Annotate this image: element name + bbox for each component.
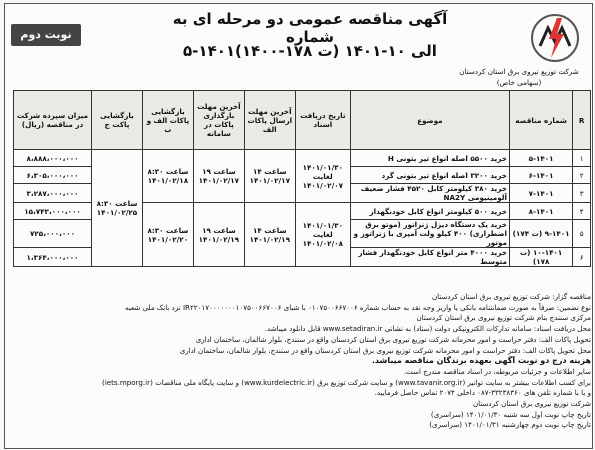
publication-round-badge: نوبت دوم <box>11 24 81 46</box>
col-deposit: میزان سپرده شرکت در مناقصه (ریال) <box>14 91 92 150</box>
contact-sites-line: برای کسب اطلاعات بیشتر به سایت توانیر (www.tavanir.org.ir) و سایت شرکت توزیع برق (www.kurdelectric.ir) و سایت پایگاه ملی مناقصات (iets.mporg.ir) <box>102 377 591 387</box>
deadline-a: ساعت ۱۴ ۱۴۰۱/۰۲/۱۹ <box>244 203 295 267</box>
col-opening-ab: بازگشایی پاکات الف و ب <box>142 91 193 150</box>
opening-ab: ساعت ۸:۳۰ ۱۴۰۱/۰۲/۱۸ <box>142 150 193 203</box>
deposit-amount: ۶،۳۰۵،۰۰۰،۰۰۰ <box>14 167 92 184</box>
tender-number: ۸-۱۴۰۱ <box>509 203 572 220</box>
table-row <box>14 150 591 167</box>
table-header-row <box>14 91 591 150</box>
first-print-date-line: تاریخ چاپ نوبت اول سه شنبه ۱۴۰۱/۰۱/۳۰ (سراسری) <box>430 409 591 419</box>
company-name-block <box>454 66 584 88</box>
delivery-line: تحویل پاکات الف: دفتر حراست و امور محرمانه شرکت توزیع نیروی برق استان کردستان واقع در سنندج، بلوار شالمان، ساختمان اداری <box>195 334 591 344</box>
row-number: ۶ <box>573 248 591 267</box>
second-print-date-line: تاریخ چاپ نوبت دوم چهارشنبه ۱۴۰۱/۰۱/۳۱ (سراسری) <box>429 420 591 430</box>
col-opening-c: بازگشایی پاکت ج <box>92 91 143 150</box>
tender-subject: خرید ۳۲۰۰ اصله انواع تیر بتونی گرد <box>350 167 509 184</box>
contact-phone-line: و یا با شماره تلفن های ۳۳۲۳۸۳۶۰-۰۸۷ داخلی ۲۰۷۴ تماس حاصل فرمایید. <box>374 388 591 398</box>
tender-number-range: ۵-۱۴۰۱الی ۱۰-۱۴۰۱ (ت ۱۷۸-۱۴۰۰) <box>183 42 437 60</box>
opening-c: ساعت ۸:۳۰ ۱۴۰۱/۰۲/۲۵ <box>92 150 143 267</box>
col-deadline-a: آخرین مهلت ارسال پاکات الف <box>244 91 295 150</box>
tender-number: ۷-۱۴۰۱ <box>509 184 572 203</box>
deadline-a: ساعت ۱۴ ۱۴۰۱/۰۲/۱۷ <box>244 150 295 203</box>
tender-subject: خرید ۳۸۰ کیلومتر کابل ۴۵۲۰ فشار ضعیف آلومینیومی NA2Y <box>350 184 509 203</box>
tender-notice <box>4 3 593 449</box>
tender-number: ۶-۱۴۰۱ <box>509 167 572 184</box>
notice-title: آگهی مناقصه عمومی دو مرحله ای به شماره <box>172 10 448 46</box>
document-source-line: محل دریافت اسناد: سامانه تدارکات الکترونیکی دولت (ستاد) به نشانی www.setadiran.ir قابل دانلود میباشد. <box>264 324 591 334</box>
company-name: شرکت توزیع نیروی برق استان کردستان <box>459 67 579 76</box>
col-subject: موضوع <box>350 91 509 150</box>
tender-subject: خرید ۴۰۰۰ متر انواع کابل خودنگهدار فشار متوسط <box>350 248 509 267</box>
upload-deadline: ساعت ۱۹ ۱۴۰۱/۰۲/۱۹ <box>193 203 244 267</box>
row-number: ۳ <box>573 184 591 203</box>
signature-company-line: شرکت توزیع نیروی برق استان کردستان <box>472 399 591 409</box>
tenderer-line: مناقصه گزار: شرکت توزیع نیروی برق استان کردستان <box>431 292 591 301</box>
upload-deadline: ساعت ۱۹ ۱۴۰۱/۰۲/۱۷ <box>193 150 244 203</box>
guarantee-line-2: مرکزی سنندج بنام شرکت توزیع نیروی برق استان کردستان <box>416 313 591 323</box>
row-number: ۲ <box>573 167 591 184</box>
notice-details <box>13 292 591 431</box>
deposit-amount: ۷۲۵،۰۰۰،۰۰۰ <box>14 220 92 248</box>
opening-ab: ساعت ۸:۳۰ ۱۴۰۱/۰۲/۲۰ <box>142 203 193 267</box>
tender-number: ۵-۱۴۰۱ <box>509 150 572 167</box>
col-tender-number: شماره مناقصه <box>509 91 572 150</box>
deposit-amount: ۳،۲۸۷،۰۰۰،۰۰۰ <box>14 184 92 203</box>
delivery-location-line: محل تحویل پاکات الف: دفتر حراست و امور محرمانه شرکت توزیع نیروی برق استان کردستان واقع در سنندج، بلوار شالمان، ساختمان اداری <box>179 345 591 355</box>
other-info-line: سایر اطلاعات و جزئیات مربوطه، در اسناد مناقصه مندرج است. <box>403 366 591 376</box>
row-number: ۴ <box>573 203 591 220</box>
tender-subject: خرید یک دستگاه دیزل ژنراتور (موتو برق اضطراری) ۴۰۰ کیلو ولت آمپری با ژنراتور و موتور <box>350 220 509 248</box>
col-row-number: R <box>573 91 591 150</box>
tender-number: ۱۰-۱۴۰۱ (ت ۱۷۸) <box>509 248 572 267</box>
ad-cost-line: هزینه درج دو نوبت آگهی بعهده برندگان مناقصه میباشد. <box>371 356 591 366</box>
col-upload-deadline: آخرین مهلت بارگذاری پاکات در سامانه <box>193 91 244 150</box>
tender-subject: خرید ۵۵۰۰ اصله انواع تیر بتونی H <box>350 150 509 167</box>
tender-number: ۹-۱۴۰۱ (ت ۱۷۴) <box>509 220 572 248</box>
row-number: ۵ <box>573 220 591 248</box>
receive-date: ۱۴۰۱/۰۱/۳۰ لغایت ۱۴۰۱/۰۲/۰۸ <box>295 203 350 267</box>
tender-table <box>13 90 591 267</box>
deposit-amount: ۱۵،۷۴۳،۰۰۰،۰۰۰ <box>14 203 92 220</box>
tender-subject: خرید ۵۰۰ کیلومتر انواع کابل خودنگهدار <box>350 203 509 220</box>
company-type: (سهامی خاص) <box>496 78 542 87</box>
row-number: ۱ <box>573 150 591 167</box>
deposit-amount: ۱،۳۶۴،۰۰۰،۰۰۰ <box>14 248 92 267</box>
power-company-logo-icon <box>526 12 584 64</box>
guarantee-line: نوع تضمین: صرفاً به صورت ضمانتنامه بانکی یا واریز وجه نقد به حساب شماره ۰۱۰۷۵۰۰۶۶۷۰۰۶ با شبای IR۲۲۰۱۷۰۰۰۰۰۰۰۱۰۷۵۰۰۶۶۷۰۰۶ نزد بانک ملی شعبه <box>125 302 591 312</box>
receive-date: ۱۴۰۱/۰۱/۳۰ لغایت ۱۴۰۱/۰۲/۰۷ <box>295 150 350 203</box>
col-receive-date: تاریخ دریافت اسناد <box>295 91 350 150</box>
deposit-amount: ۸،۸۸۸،۰۰۰،۰۰۰ <box>14 150 92 167</box>
